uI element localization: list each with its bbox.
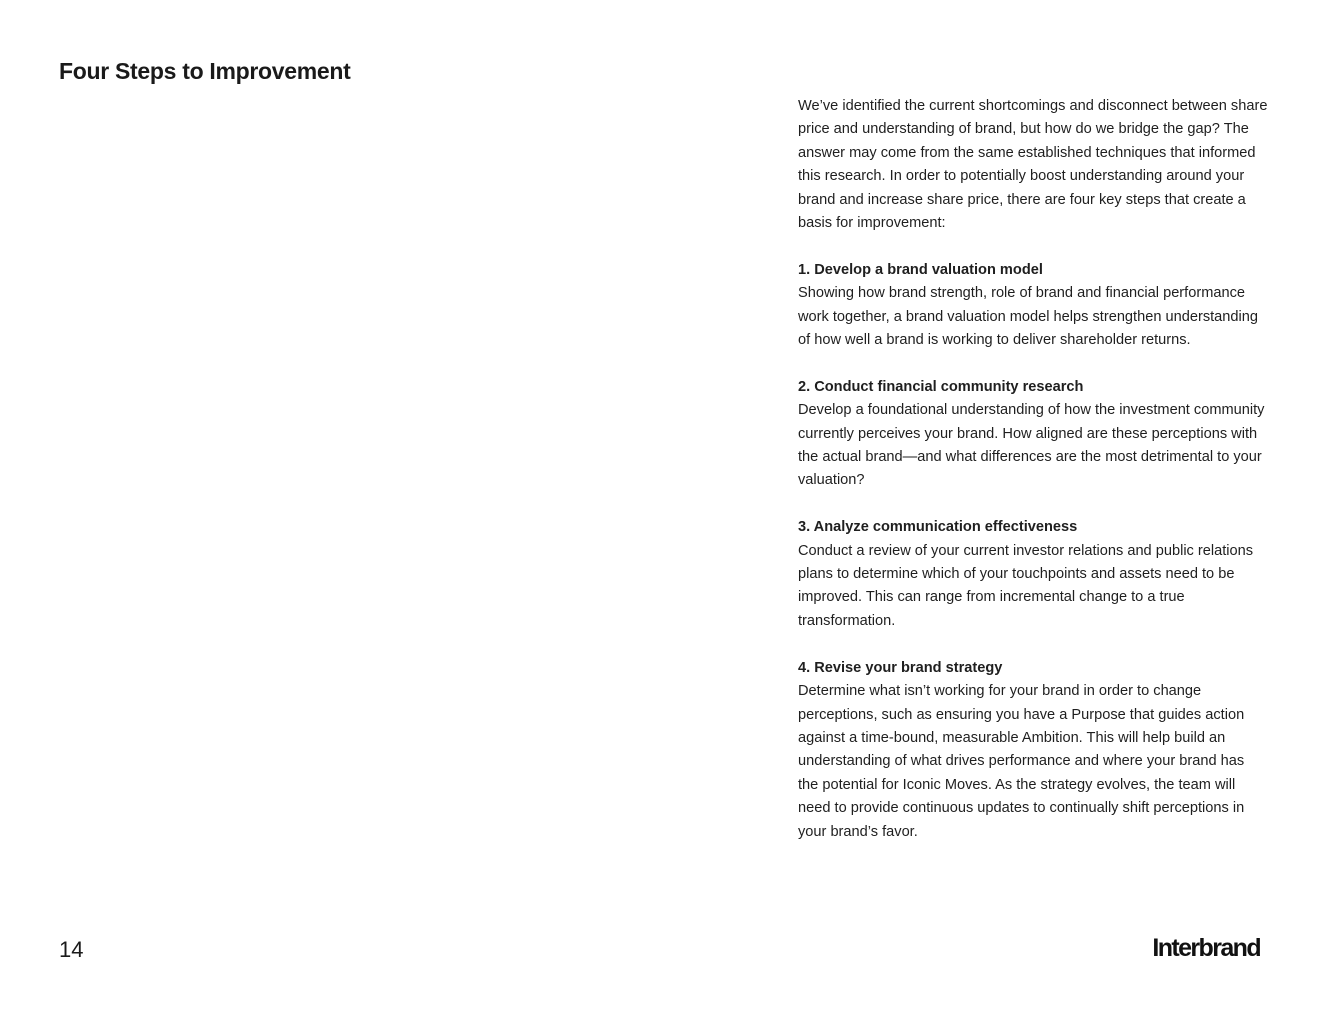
step-body: Develop a foundational understanding of how the investment community currently perceives your brand. How aligned are these perceptions with the actual brand—and what differences are the most detrimental to your valuation? bbox=[798, 402, 1265, 489]
step-2 bbox=[798, 376, 1268, 493]
step-title: 1. Develop a brand valuation model bbox=[798, 261, 1043, 278]
step-1 bbox=[798, 259, 1268, 353]
step-title: 4. Revise your brand strategy bbox=[798, 659, 1003, 676]
interbrand-logo: Interbrand bbox=[1152, 934, 1260, 962]
page-number: 14 bbox=[59, 937, 84, 962]
step-title: 2. Conduct financial community research bbox=[798, 378, 1084, 395]
step-title: 3. Analyze communication effectiveness bbox=[798, 519, 1078, 536]
step-body: Conduct a review of your current investor relations and public relations plans to determine which of your touchpoints and assets need to be improved. This can range from incremental change to a true transformation. bbox=[798, 542, 1254, 629]
step-3 bbox=[798, 516, 1268, 633]
step-body: Showing how brand strength, role of brand and financial performance work together, a brand valuation model helps strengthen understanding of how well a brand is working to deliver shareholder returns. bbox=[798, 285, 1259, 349]
step-body: Determine what isn’t working for your brand in order to change perceptions, such as ensuring you have a Purpose that guides action against a time-bound, measurable Ambition. This will help build an understanding of what drives performance and where your brand has the potential for Iconic Moves. As the strategy evolves, the team will need to provide continuous updates to continually shift perceptions in your brand’s favor. bbox=[798, 683, 1245, 840]
intro-paragraph: We’ve identified the current shortcomings and disconnect between share price and understanding of brand, but how do we bridge the gap? The answer may come from the same established techniques that informed this research. In order to potentially boost understanding around your brand and increase share price, there are four key steps that create a basis for improvement: bbox=[798, 98, 1268, 232]
step-4 bbox=[798, 657, 1268, 844]
page-title: Four Steps to Improvement bbox=[59, 58, 351, 84]
body-column bbox=[798, 95, 1268, 867]
